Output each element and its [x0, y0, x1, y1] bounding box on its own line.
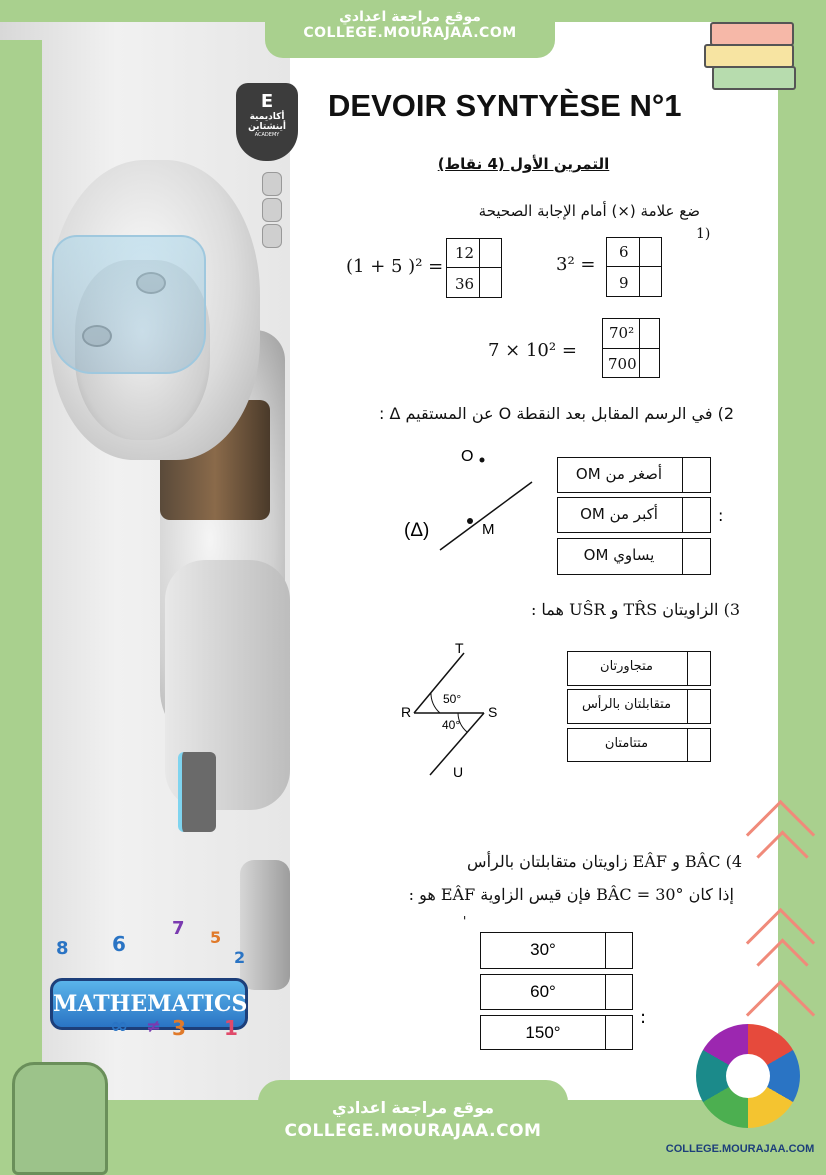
expression-b: 3² =	[556, 254, 596, 275]
answer-checkbox[interactable]	[479, 238, 502, 268]
answer-table-q3	[567, 651, 711, 762]
school-bag-icon	[12, 1062, 108, 1175]
angle-value-trs: 50°	[443, 692, 462, 706]
answer-checkbox[interactable]	[682, 538, 711, 575]
exercise-instruction: ضع علامة (×) أمام الإجابة الصحيحة	[478, 202, 700, 220]
option-value: 36	[455, 275, 475, 293]
question-2-text: 2) في الرسم المقابل بعد النقطة O عن المستقيم Δ :	[378, 404, 734, 423]
mathematics-logo: MATHEMATICS	[50, 978, 248, 1030]
bottom-site-banner	[258, 1080, 568, 1169]
angle-value-usr: 40°	[442, 718, 461, 732]
site-url[interactable]: COLLEGE.MOURAJAA.COM	[284, 1121, 542, 1141]
answer-checkbox[interactable]	[687, 651, 711, 686]
label-point-r: R	[401, 704, 412, 720]
answer-table-q4	[480, 932, 633, 1050]
label-point-s: S	[488, 704, 498, 720]
math-doodle-icon: 6	[112, 932, 126, 956]
answer-checkbox[interactable]	[687, 689, 711, 724]
math-doodle-icon: ∞	[110, 1014, 129, 1039]
option-text: متجاورتان	[600, 659, 653, 674]
math-doodle-icon: 1	[224, 1016, 238, 1040]
question-number: 1)	[696, 226, 711, 242]
angle-arc	[431, 692, 440, 713]
answer-checkbox[interactable]	[605, 1015, 633, 1050]
answer-table-b	[606, 237, 662, 297]
books-icon	[700, 20, 800, 96]
option-text: 60°	[530, 982, 556, 1001]
robot-hand-image	[240, 860, 290, 990]
answer-checkbox[interactable]	[479, 267, 502, 298]
math-doodle-icon: ≠	[146, 1016, 162, 1037]
label-point-u: U	[453, 764, 464, 780]
robot-knob-icon	[262, 172, 282, 196]
answer-checkbox[interactable]	[639, 237, 662, 267]
point-o	[480, 458, 485, 463]
left-margin-band	[0, 40, 42, 1120]
option-text: متتامتان	[604, 736, 649, 751]
answer-checkbox[interactable]	[639, 348, 660, 378]
option-value: 700	[608, 355, 637, 373]
answer-checkbox[interactable]	[639, 266, 662, 297]
site-url[interactable]: COLLEGE.MOURAJAA.COM	[303, 25, 517, 41]
einstein-academy-logo: E أكاديمية أينشتاين ACADEMY	[236, 83, 298, 161]
option-text: 150°	[525, 1023, 561, 1042]
expression-a: (1 + 5 )² =	[346, 256, 444, 277]
question-4-line1: 4) BÂC و EÂF زاويتان متقابلتان بالرأس	[467, 852, 742, 871]
option-value: 9	[619, 274, 629, 292]
expression-c: 7 × 10² =	[488, 340, 577, 361]
answer-checkbox[interactable]	[687, 728, 711, 762]
label-point-t: T	[455, 640, 464, 656]
math-doodle-icon: 5	[210, 928, 222, 947]
question-4-line2: إذا كان BÂC = 30° فإن قيس الزاوية EÂF هو :	[408, 885, 734, 904]
option-text: أكبر من OM	[580, 505, 658, 523]
option-text: متقابلتان بالرأس	[581, 697, 672, 712]
logo-caption[interactable]: COLLEGE.MOURAJAA.COM	[665, 1143, 815, 1155]
math-doodle-icon: 3	[172, 1016, 186, 1040]
math-doodle-icon: 2	[234, 948, 246, 967]
colon-mark: :	[640, 1007, 647, 1028]
answer-table-c	[602, 318, 660, 378]
mourajaa-circle-logo	[696, 1024, 800, 1128]
answer-checkbox[interactable]	[682, 497, 711, 533]
site-arabic-name: موقع مراجعة اعدادي	[339, 9, 481, 25]
option-text: 30°	[530, 940, 556, 959]
answer-checkbox[interactable]	[682, 457, 711, 493]
answer-table-a	[446, 238, 502, 298]
exercise-heading: التمرين الأول (4 نقاط)	[437, 155, 610, 173]
label-point-o: O	[461, 448, 474, 465]
answer-checkbox[interactable]	[639, 318, 660, 349]
option-value: 6	[619, 243, 629, 261]
answer-checkbox[interactable]	[605, 974, 633, 1010]
line-delta	[440, 482, 532, 550]
point-m	[467, 518, 473, 524]
document-title: DEVOIR SYNTYÈSE N°1	[328, 88, 682, 123]
option-value: 12	[455, 244, 475, 262]
robot-light-icon	[178, 752, 216, 832]
colon-mark: :	[718, 506, 724, 525]
robot-visor-image	[52, 235, 206, 374]
top-site-banner	[265, 0, 555, 58]
question-3-text: 3) الزاويتان TR̂S و UŜR هما :	[530, 600, 740, 619]
site-arabic-name: موقع مراجعة اعدادي	[331, 1098, 495, 1117]
robot-knob-icon	[262, 224, 282, 248]
robot-knob-icon	[262, 198, 282, 222]
answer-checkbox[interactable]	[605, 932, 633, 969]
option-value: 70²	[609, 324, 635, 342]
math-doodle-icon: 7	[172, 918, 185, 939]
option-text: يساوي OM	[583, 546, 655, 564]
answer-table-q2	[557, 457, 711, 575]
stray-mark: '	[463, 914, 467, 928]
option-text: أصغر من OM	[575, 465, 663, 483]
label-point-m: M	[482, 521, 495, 538]
label-line-delta: (Δ)	[404, 520, 430, 541]
math-doodle-icon: 8	[56, 938, 69, 959]
